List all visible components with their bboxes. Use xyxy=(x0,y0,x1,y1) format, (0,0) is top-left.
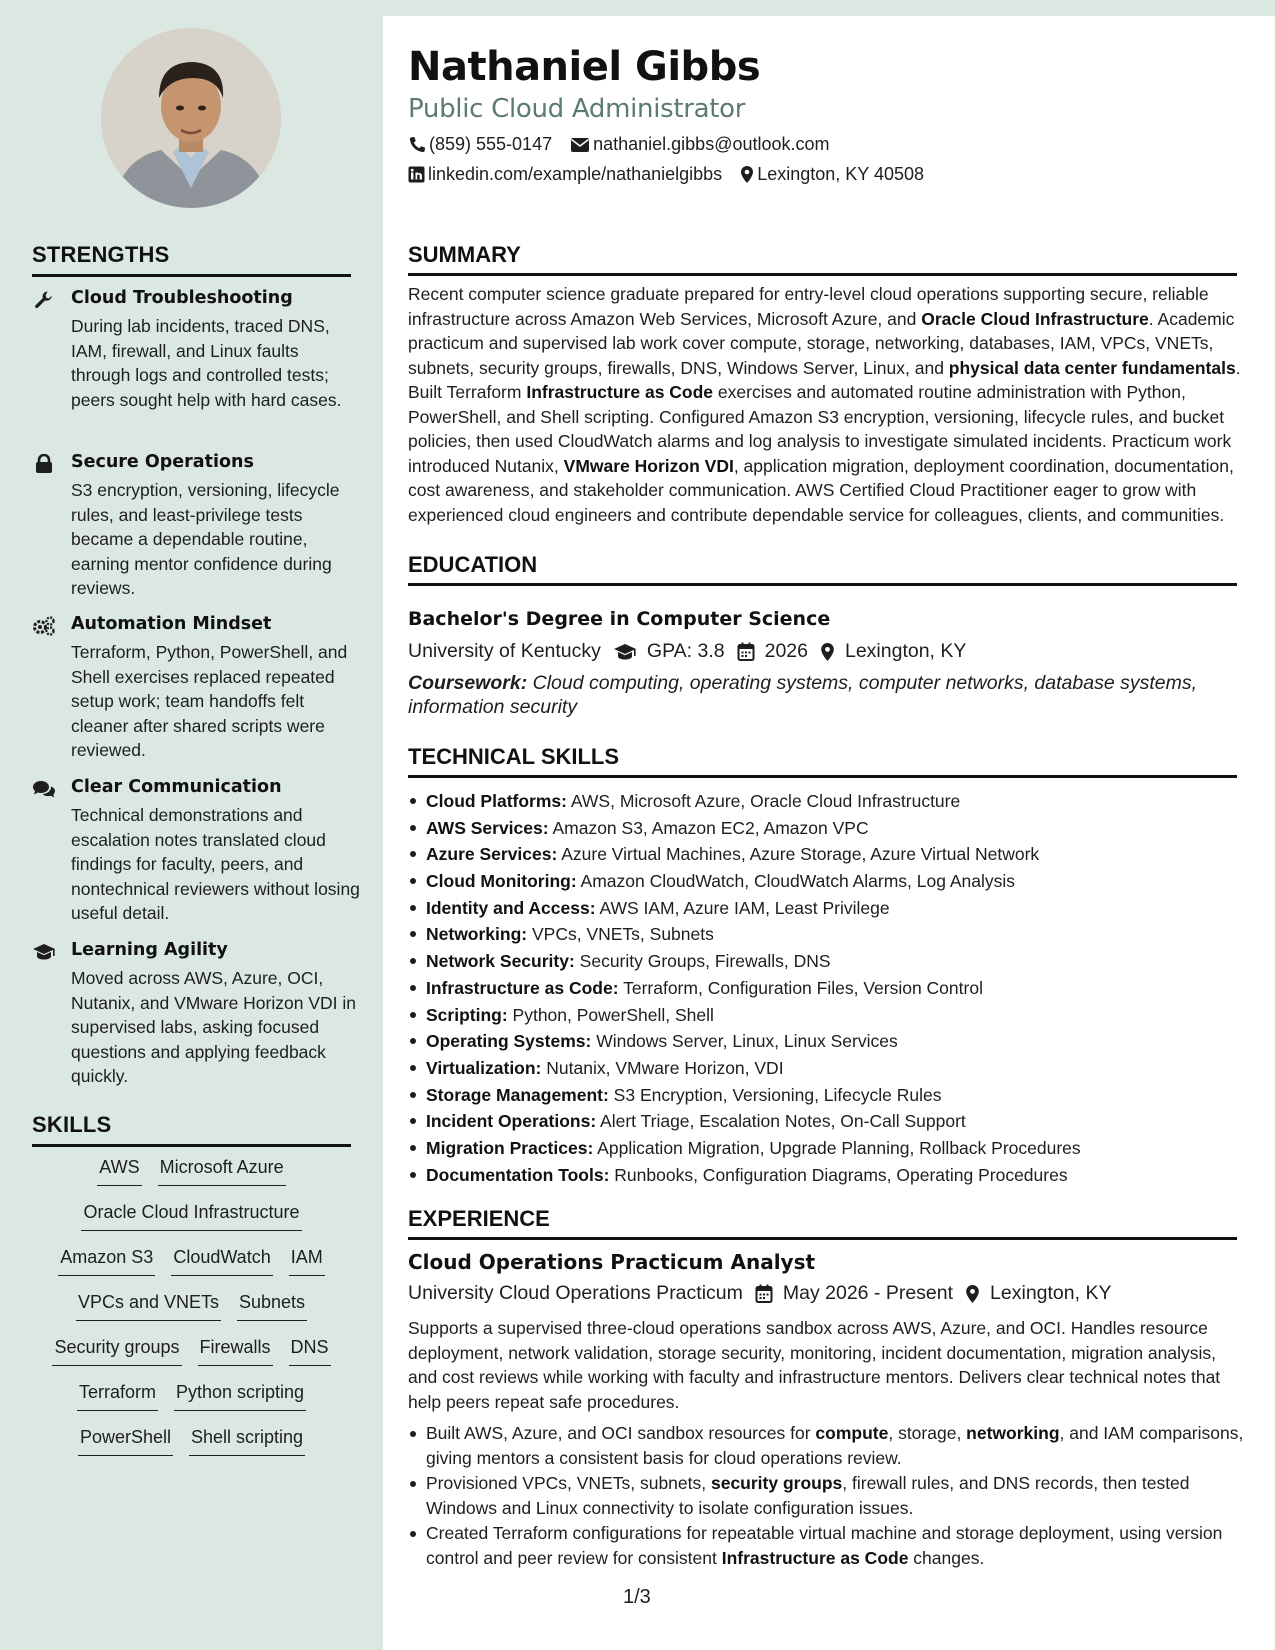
bullet-part: changes. xyxy=(908,1547,985,1568)
summary-part: . Academic practicum and supervised lab work cover compute, storage, networking, databases, IAM, VPCs, VNETs, subnets, security groups, firewalls, DNS, Windows Server, Linux, and xyxy=(408,308,1235,378)
candidate-name: Nathaniel Gibbs xyxy=(408,44,761,90)
summary-heading: SUMMARY xyxy=(408,242,1237,276)
list-item xyxy=(408,788,1248,815)
skill-category: Migration Practices: xyxy=(426,1137,594,1158)
strength-desc: Terraform, Python, PowerShell, and Shell exercises replaced repeated setup work; team handoffs felt cleaner after shared scripts were reviewed. xyxy=(71,642,348,760)
skill-category: Network Security: xyxy=(426,951,575,972)
skill-values: Application Migration, Upgrade Planning, Rollback Procedures xyxy=(593,1137,1081,1158)
skill-category: Cloud Monitoring: xyxy=(426,871,577,892)
skill-tag: Firewalls xyxy=(198,1336,273,1366)
skill-values: AWS, Microsoft Azure, Oracle Cloud Infrastructure xyxy=(566,791,961,811)
bullet-part: Provisioned VPCs, VNETs, subnets, xyxy=(426,1473,711,1493)
bullet-emphasis: Infrastructure as Code xyxy=(721,1547,909,1568)
strength-title: Learning Agility xyxy=(71,940,228,960)
skill-category: Identity and Access: xyxy=(426,897,596,918)
skill-tag: VPCs and VNETs xyxy=(76,1291,221,1321)
list-item xyxy=(408,1082,1248,1109)
bullet-emphasis: networking xyxy=(966,1423,1060,1443)
school-location: Lexington, KY xyxy=(844,640,967,662)
main-content xyxy=(383,16,1275,1650)
linkedin-icon xyxy=(408,166,425,183)
school-name: University of Kentucky xyxy=(408,640,601,662)
map-pin-icon xyxy=(820,642,835,662)
profile-photo xyxy=(101,28,281,208)
skill-tag: Python scripting xyxy=(174,1381,306,1411)
skill-values: Alert Triage, Escalation Notes, On-Call Support xyxy=(596,1111,966,1132)
page-number: 1/3 xyxy=(623,1586,651,1608)
envelope-icon xyxy=(570,137,590,153)
gears-icon xyxy=(32,616,56,636)
calendar-icon xyxy=(737,642,755,661)
skill-category: Scripting: xyxy=(426,1004,508,1025)
list-item xyxy=(408,815,1248,842)
job-dates: May 2026 - Present xyxy=(782,1282,954,1304)
list-item xyxy=(408,1028,1248,1055)
skill-values: Amazon CloudWatch, CloudWatch Alarms, Log Analysis xyxy=(576,871,1016,892)
location-text: Lexington, KY 40508 xyxy=(757,164,924,184)
contact-line xyxy=(408,164,924,185)
skill-tag: DNS xyxy=(289,1336,331,1366)
map-pin-icon xyxy=(740,165,754,184)
skill-tag: IAM xyxy=(289,1246,325,1276)
summary-emphasis: Infrastructure as Code xyxy=(526,382,714,402)
list-item xyxy=(408,1521,1248,1570)
list-item xyxy=(408,975,1248,1002)
summary-emphasis: VMware Horizon VDI xyxy=(563,455,734,476)
coursework xyxy=(408,671,1238,719)
skill-tag: Shell scripting xyxy=(189,1426,305,1456)
skill-values: VPCs, VNETs, Subnets xyxy=(527,924,714,945)
skill-tag: Terraform xyxy=(77,1381,158,1411)
skill-category: Cloud Platforms: xyxy=(426,791,567,811)
skill-category: Storage Management: xyxy=(426,1084,609,1105)
skill-category: Virtualization: xyxy=(426,1057,542,1078)
list-item xyxy=(408,1002,1248,1029)
list-item xyxy=(408,948,1248,975)
education-details xyxy=(408,640,966,663)
skill-category: Networking: xyxy=(426,924,528,945)
skills-tag-row xyxy=(32,1246,351,1291)
email-link[interactable]: nathaniel.gibbs@outlook.com xyxy=(593,134,830,154)
skills-tag-list xyxy=(32,1156,351,1471)
map-pin-icon xyxy=(965,1284,980,1304)
strength-desc: During lab incidents, traced DNS, IAM, firewall, and Linux faults through logs and controlled tests; peers sought help with hard cases. xyxy=(71,316,342,410)
skill-tag: AWS xyxy=(97,1156,141,1186)
job-location: Lexington, KY xyxy=(990,1282,1112,1304)
skills-tag-row xyxy=(32,1336,351,1381)
skill-tag: Security groups xyxy=(52,1336,181,1366)
contact-line xyxy=(408,134,830,155)
skill-tag: Amazon S3 xyxy=(58,1246,155,1276)
skill-values: Windows Server, Linux, Linux Services xyxy=(591,1031,898,1052)
skill-category: Documentation Tools: xyxy=(426,1164,610,1185)
lock-icon xyxy=(32,454,56,474)
graduation-cap-icon xyxy=(32,942,56,962)
coursework-label: Coursework: xyxy=(408,672,528,694)
list-item xyxy=(408,1471,1248,1520)
comments-icon xyxy=(32,779,56,799)
bullet-part: , storage, xyxy=(888,1423,967,1443)
summary-text xyxy=(408,282,1248,527)
skills-tag-row xyxy=(32,1201,351,1246)
bullet-part: Created Terraform configurations for repeatable virtual machine and storage deployment, using version control and peer review for consistent xyxy=(426,1523,1223,1568)
calendar-icon xyxy=(755,1284,773,1303)
strength-title: Secure Operations xyxy=(71,452,254,472)
technical-skills-list xyxy=(408,788,1248,1188)
skill-values: Terraform, Configuration Files, Version Control xyxy=(618,977,983,998)
skill-values: Amazon S3, Amazon EC2, Amazon VPC xyxy=(548,817,869,838)
skills-tag-row xyxy=(32,1291,351,1336)
skill-values: S3 Encryption, Versioning, Lifecycle Rules xyxy=(608,1084,942,1105)
list-item xyxy=(408,1421,1248,1470)
bullet-part: , and IAM comparisons, giving mentors a consistent basis for cloud operations review. xyxy=(426,1423,1244,1468)
strength-title: Automation Mindset xyxy=(71,614,272,634)
summary-part: , application migration, deployment coordination, documentation, cost awareness, and stakeholder communication. AWS Certified Cloud Practitioner eager to grow with experienced cloud engineers and contribute dependable service for colleagues, clients, and communities. xyxy=(408,455,1234,525)
phone-link[interactable]: (859) 555-0147 xyxy=(429,134,553,154)
candidate-role: Public Cloud Administrator xyxy=(408,94,746,124)
phone-icon xyxy=(408,136,426,154)
job-bullets xyxy=(408,1421,1248,1571)
skill-category: Operating Systems: xyxy=(426,1031,592,1052)
strength-desc: S3 encryption, versioning, lifecycle rules, and least-privilege tests became a dependable routine, earning mentor confidence during reviews. xyxy=(71,480,340,598)
skill-tag: Oracle Cloud Infrastructure xyxy=(81,1201,301,1231)
list-item xyxy=(408,1162,1248,1189)
list-item xyxy=(408,868,1248,895)
skills-heading: SKILLS xyxy=(32,1112,351,1147)
strength-desc: Technical demonstrations and escalation notes translated cloud findings for faculty, peers, and nontechnical reviewers without losing useful detail. xyxy=(71,805,360,923)
employer-name: University Cloud Operations Practicum xyxy=(408,1282,743,1304)
bullet-part: Built AWS, Azure, and OCI sandbox resources for xyxy=(426,1423,816,1443)
skills-tag-row xyxy=(32,1381,351,1426)
list-item xyxy=(408,1135,1248,1162)
technical-skills-heading: TECHNICAL SKILLS xyxy=(408,744,1237,778)
experience-heading: EXPERIENCE xyxy=(408,1206,1237,1240)
wrench-icon xyxy=(32,290,56,310)
gpa-text: GPA: 3.8 xyxy=(646,640,725,662)
summary-part: Recent computer science graduate prepared for entry-level cloud operations supporting secure, reliable infrastructure across Amazon Web Services, Microsoft Azure, and xyxy=(408,284,1209,329)
education-heading: EDUCATION xyxy=(408,552,1237,586)
list-item xyxy=(408,841,1248,868)
skill-category: Incident Operations: xyxy=(426,1111,597,1132)
graduation-cap-icon xyxy=(613,643,637,661)
strength-title: Cloud Troubleshooting xyxy=(71,288,293,308)
bullet-emphasis: compute xyxy=(815,1423,889,1443)
skills-tag-row xyxy=(32,1426,351,1471)
job-title: Cloud Operations Practicum Analyst xyxy=(408,1250,816,1274)
job-details xyxy=(408,1282,1111,1305)
skill-category: Infrastructure as Code: xyxy=(426,977,619,998)
bullet-emphasis: security groups xyxy=(710,1473,843,1493)
list-item xyxy=(408,1108,1248,1135)
summary-part: exercises and automated routine administration with Python, PowerShell, and Shell scripting. Configured Amazon S3 encryption, versioning, lifecycle rules, and bucket policies, then used CloudWatch alarms and log analysis to investigate simulated incidents. Practicum work introduced Nutanix, xyxy=(408,382,1232,476)
skill-category: AWS Services: xyxy=(426,817,549,838)
summary-emphasis: physical data center fundamentals xyxy=(948,357,1236,378)
job-description: Supports a supervised three-cloud operations sandbox across AWS, Azure, and OCI. Handles resource deployment, network validation, storage security, monitoring, incident documentation, migration analysis, and cost reviews while working with faculty and infrastructure mentors. Delivers clear technical notes that help peers repeat safe procedures. xyxy=(408,1318,1221,1412)
skills-tag-row xyxy=(32,1156,351,1201)
strengths-heading: STRENGTHS xyxy=(32,242,351,277)
linkedin-link[interactable]: linkedin.com/example/nathanielgibbs xyxy=(428,164,723,184)
skill-tag: PowerShell xyxy=(78,1426,173,1456)
summary-emphasis: Oracle Cloud Infrastructure xyxy=(921,308,1149,329)
skill-category: Azure Services: xyxy=(426,844,558,865)
summary-part: . Built Terraform xyxy=(408,357,1241,402)
skill-values: Runbooks, Configuration Diagrams, Operating Procedures xyxy=(609,1164,1068,1185)
skill-values: Azure Virtual Machines, Azure Storage, Azure Virtual Network xyxy=(557,844,1040,865)
list-item xyxy=(408,921,1248,948)
coursework-text: Cloud computing, operating systems, computer networks, database systems, information security xyxy=(408,672,1198,718)
skill-values: Python, PowerShell, Shell xyxy=(507,1004,714,1025)
list-item xyxy=(408,895,1248,922)
skill-values: AWS IAM, Azure IAM, Least Privilege xyxy=(595,897,890,918)
skill-tag: Subnets xyxy=(237,1291,307,1321)
list-item xyxy=(408,1055,1248,1082)
strength-desc: Moved across AWS, Azure, OCI, Nutanix, and VMware Horizon VDI in supervised labs, asking focused questions and applying feedback quickly. xyxy=(71,968,356,1086)
skill-values: Security Groups, Firewalls, DNS xyxy=(574,951,831,972)
degree-title: Bachelor's Degree in Computer Science xyxy=(408,608,831,630)
sidebar xyxy=(0,0,383,1650)
graduation-year: 2026 xyxy=(764,640,808,662)
skill-tag: Microsoft Azure xyxy=(158,1156,286,1186)
skill-tag: CloudWatch xyxy=(171,1246,272,1276)
bullet-part: , firewall rules, and DNS records, then tested Windows and Linux connectivity to isolate configuration issues. xyxy=(426,1473,1190,1518)
strength-title: Clear Communication xyxy=(71,777,282,797)
skill-values: Nutanix, VMware Horizon, VDI xyxy=(541,1057,784,1078)
